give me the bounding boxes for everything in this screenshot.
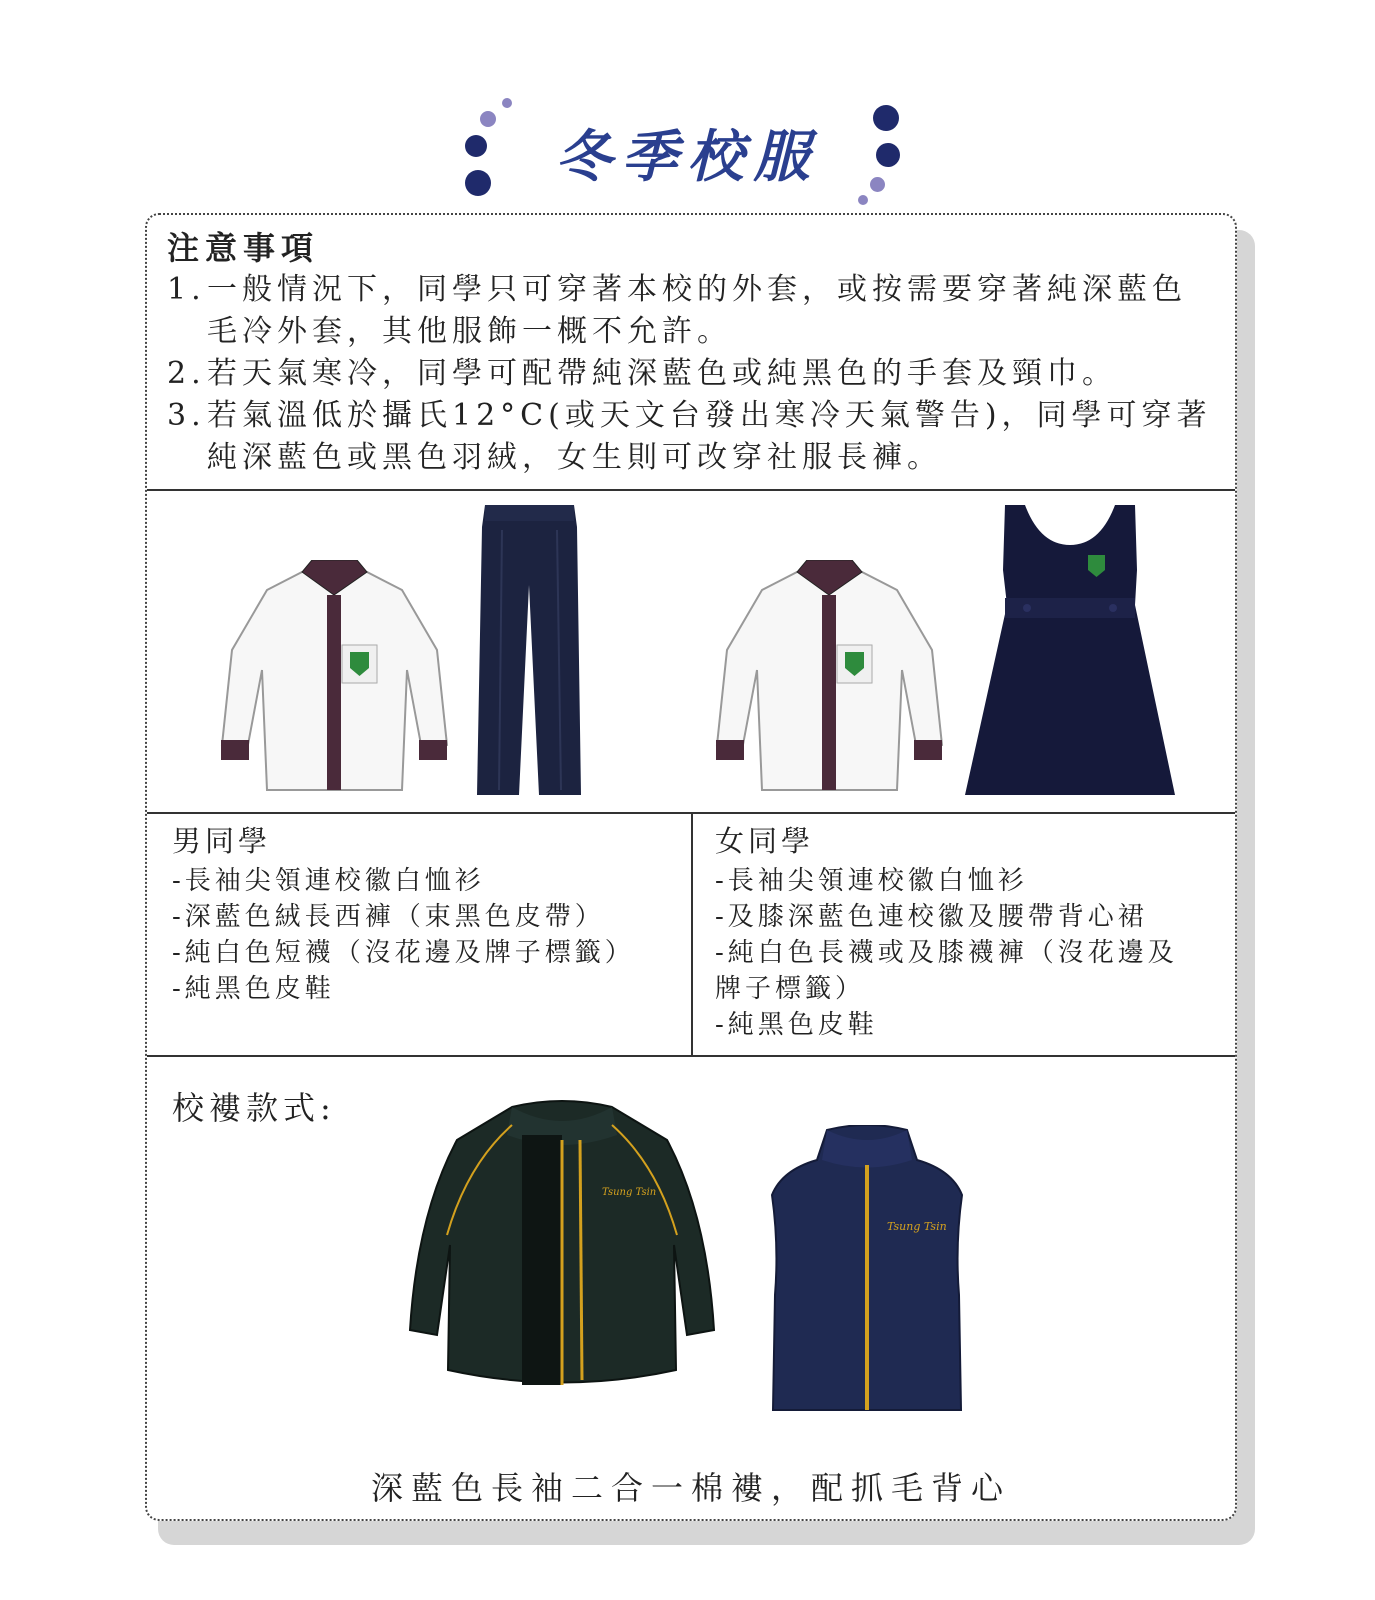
decor-dot (502, 98, 512, 108)
boys-heading: 男同學 (172, 824, 272, 858)
decor-dot (876, 143, 900, 167)
note-item: 2. 若天氣寒冷，同學可配帶純深藍色或純黑色的手套及頸巾。 (167, 356, 1117, 391)
list-item: -純白色長襪或及膝襪褲（沒花邊及牌子標籤） (715, 938, 1178, 1004)
page-title: 冬季校服 (555, 125, 820, 190)
note-item: 3. 若氣溫低於攝氏12°C(或天文台發出寒冷天氣警告)，同學可穿著純深藍色或黑色羽絨，女生則可改穿社服長褲。 (167, 398, 1212, 475)
jacket-caption: 深藍色長袖二合一棉褸，配抓毛背心 (370, 1469, 1011, 1507)
boys-trousers-image (477, 505, 582, 800)
list-item: -純白色短襪（沒花邊及牌子標籤） (172, 938, 635, 968)
girls-pinafore-image (965, 500, 1177, 800)
notes-section (167, 227, 1215, 479)
list-item: -深藍色絨長西褲（束黑色皮帶） (172, 902, 605, 932)
title-area (0, 95, 1375, 215)
girls-shirt-image (702, 560, 957, 800)
jacket-logo-text: Tsung Tsin (602, 1187, 657, 1198)
note-item: 1. 一般情況下，同學只可穿著本校的外套，或按需要穿著純深藍色毛冷外套，其他服飾一概不允許。 (167, 272, 1187, 349)
boys-shirt-image (207, 560, 462, 800)
list-item: -及膝深藍色連校徽及腰帶背心裙 (715, 902, 1148, 932)
jacket-heading: 校褸款式: (172, 1089, 336, 1127)
uniform-card (145, 213, 1237, 1521)
boys-list (172, 823, 682, 1007)
fleece-vest-image (747, 1125, 987, 1415)
list-item: -純黑色皮鞋 (172, 974, 335, 1004)
vest-logo-text: Tsung Tsin (887, 1220, 947, 1233)
list-item: -長袖尖領連校徽白恤衫 (172, 866, 485, 896)
divider (147, 1055, 1235, 1057)
list-item: -純黑色皮鞋 (715, 1010, 878, 1040)
girls-heading: 女同學 (715, 824, 815, 858)
girls-list (715, 823, 1195, 1043)
decor-dot (873, 105, 899, 131)
decor-dot (870, 177, 885, 192)
column-divider (691, 812, 693, 1056)
list-item: -長袖尖領連校徽白恤衫 (715, 866, 1028, 896)
padded-jacket-image (402, 1095, 722, 1395)
divider (147, 489, 1235, 491)
notes-heading: 注意事項 (167, 229, 320, 267)
decor-dot (858, 195, 868, 205)
